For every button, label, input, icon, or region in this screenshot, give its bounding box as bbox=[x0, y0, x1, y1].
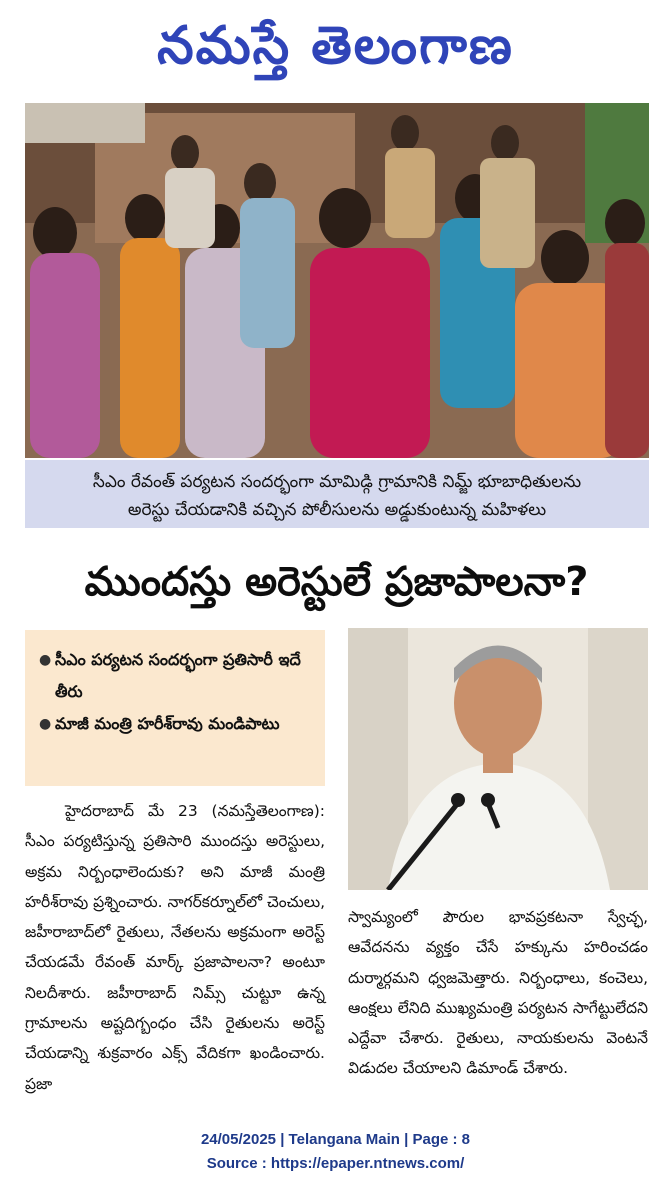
highlight-text: మాజీ మంత్రి హరీశ్‌రావు మండిపాటు bbox=[55, 714, 280, 733]
article-body-left bbox=[25, 796, 325, 1099]
footer-date-edition: 24/05/2025 | Telangana Main | Page : 8 bbox=[200, 1131, 471, 1148]
protest-photo-illustration bbox=[25, 103, 649, 458]
body-text-right: స్వామ్యంలో పౌరుల భావప్రకటనా స్వేచ్ఛ, ఆవేదనను వ్యక్తం చేసే హక్కును హరించడం దుర్మార్గమని ధ్వజమెత్తారు. నిర్బంధాలు, కంచెలు, ఆంక్షలు లేనిది ముఖ్యమంత్రి పర్యటన సాగేట్టులేదని ఎద్దేవా చేశారు. రైతులు, నాయకులను వెంటనే విడుదల చేయాలని డిమాండ్ చేశారు. bbox=[348, 908, 648, 1078]
footer-source: Source : https://epaper.ntnews.com/ bbox=[206, 1155, 465, 1172]
newspaper-title: నమస్తే తెలంగాణ bbox=[157, 16, 514, 76]
news-photo-protest bbox=[25, 103, 649, 458]
highlights-box bbox=[25, 630, 325, 786]
highlight-item bbox=[39, 708, 315, 740]
highlight-item bbox=[39, 644, 315, 708]
portrait-photo-illustration bbox=[348, 628, 648, 890]
article-headline: ముందస్తు అరెస్టులే ప్రజాపాలనా? bbox=[84, 559, 589, 605]
body-text-left: హైదరాబాద్ మే 23 (నమస్తేతెలంగాణ): సీఎం పర్యటిస్తున్న ప్రతిసారి ముందస్తు అరెస్టులు, అక్రమ నిర్బంధాలెందుకు? అని మాజీ మంత్రి హరీశ్‌రావు ప్రశ్నించారు. నాగర్‌కర్నూల్‌లో చెంచులు, జహీరాబాద్‌లో రైతులు, నేతలను అక్రమంగా అరెస్ట్ చేయడమే రేవంత్ మార్క్ ప్రజాపాలనా? అంటూ నిలదీశారు. జహీరాబాద్ నిమ్స్ చుట్టూ ఉన్న గ్రామాలను అష్టదిగ్బంధం చేసి రైతులను అరెస్ట్ చేయడాన్ని శుక్రవారం ఎక్స్ వేదికగా ఖండించారు. ప్రజా bbox=[25, 802, 326, 1093]
article-body-right bbox=[348, 902, 648, 1084]
news-photo-portrait bbox=[348, 628, 648, 890]
bullet-icon: ● bbox=[39, 716, 52, 732]
masthead bbox=[0, 0, 671, 92]
bullet-icon: ● bbox=[39, 652, 52, 668]
page-footer bbox=[0, 1128, 671, 1176]
photo-caption bbox=[25, 460, 649, 528]
caption-line-1: సీఎం రేవంత్ పర్యటన సందర్భంగా మామిడ్గి గ్రామానికి నిమ్జ్ భూబాధితులను bbox=[92, 472, 582, 492]
highlight-text: సీఎం పర్యటన సందర్భంగా ప్రతిసారీ ఇదే తీరు bbox=[55, 650, 301, 701]
caption-line-2: అరెస్టు చేయడానికి వచ్చిన పోలీసులను అడ్డుకుంటున్న మహిళలు bbox=[127, 500, 547, 520]
